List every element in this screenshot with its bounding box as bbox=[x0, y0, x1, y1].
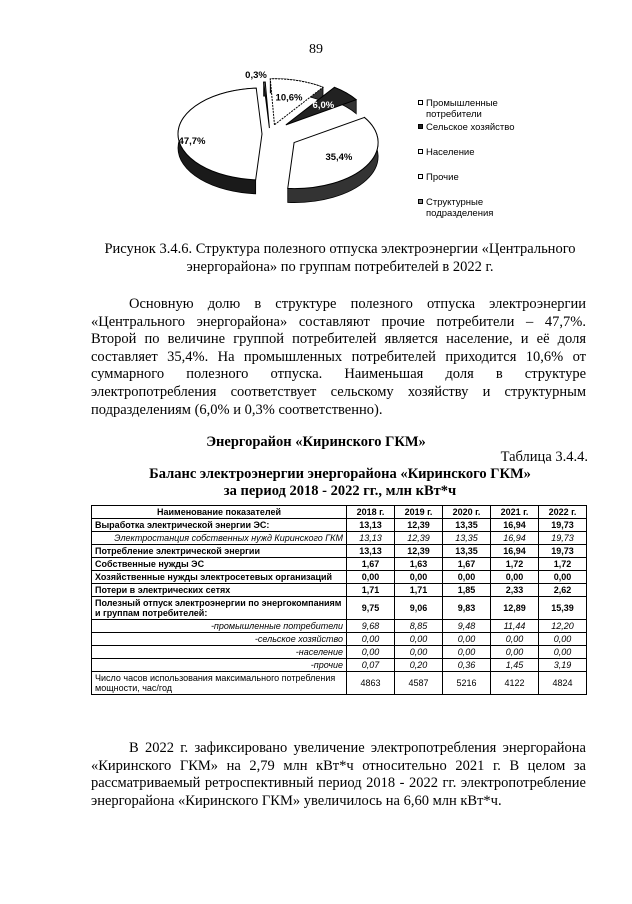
table-number: Таблица 3.4.4. bbox=[500, 449, 588, 465]
legend-swatch-agriculture bbox=[418, 124, 423, 129]
row-label: Электростанция собственных нужд Киринского ГКМ bbox=[92, 532, 347, 545]
cell-2021: 1,45 bbox=[491, 659, 539, 672]
legend-label-structural: Структурные подразделения bbox=[426, 197, 494, 219]
legend-swatch-other bbox=[418, 174, 423, 179]
cell-2018: 13,13 bbox=[347, 545, 395, 558]
cell-2022: 3,19 bbox=[539, 659, 587, 672]
legend-item-population bbox=[418, 147, 528, 158]
row-label: Полезный отпуск электроэнергии по энергокомпаниям и группам потребителей: bbox=[92, 597, 347, 620]
cell-2020: 13,35 bbox=[443, 532, 491, 545]
cell-2022: 0,00 bbox=[539, 633, 587, 646]
header-2019: 2019 г. bbox=[395, 506, 443, 519]
cell-2020: 5216 bbox=[443, 672, 491, 695]
balance-table bbox=[91, 505, 587, 695]
header-name: Наименование показателей bbox=[92, 506, 347, 519]
row-label: Выработка электрической энергии ЭС: bbox=[92, 519, 347, 532]
cell-2022: 19,73 bbox=[539, 519, 587, 532]
cell-2022: 1,72 bbox=[539, 558, 587, 571]
pie-label-structural: 0,3% bbox=[245, 70, 267, 81]
legend-label-industry: Промышленные потребители bbox=[426, 98, 498, 120]
cell-2020: 9,83 bbox=[443, 597, 491, 620]
cell-2020: 1,67 bbox=[443, 558, 491, 571]
table-row bbox=[92, 571, 587, 584]
legend-label-agriculture: Сельское хозяйство bbox=[426, 122, 515, 133]
row-label: -прочие bbox=[92, 659, 347, 672]
legend-swatch-industry bbox=[418, 100, 423, 105]
header-2021: 2021 г. bbox=[491, 506, 539, 519]
cell-2021: 11,44 bbox=[491, 620, 539, 633]
page-number: 89 bbox=[309, 42, 323, 57]
cell-2019: 0,00 bbox=[395, 633, 443, 646]
pie-label-population: 35,4% bbox=[325, 152, 353, 164]
cell-2022: 2,62 bbox=[539, 584, 587, 597]
table-row bbox=[92, 584, 587, 597]
row-label: -промышленные потребители bbox=[92, 620, 347, 633]
table-header-row bbox=[92, 506, 587, 519]
cell-2018: 0,07 bbox=[347, 659, 395, 672]
cell-2019: 0,00 bbox=[395, 646, 443, 659]
row-label: Собственные нужды ЭС bbox=[92, 558, 347, 571]
cell-2019: 12,39 bbox=[395, 545, 443, 558]
cell-2018: 1,67 bbox=[347, 558, 395, 571]
table-title-line1: Баланс электроэнергии энергорайона «Киринского ГКМ» bbox=[149, 466, 531, 482]
legend-item-agriculture bbox=[418, 122, 528, 133]
cell-2021: 16,94 bbox=[491, 532, 539, 545]
cell-2021: 2,33 bbox=[491, 584, 539, 597]
cell-2018: 9,75 bbox=[347, 597, 395, 620]
paragraph-structure: Основную долю в структуре полезного отпуска электроэнергии «Центрального энергорайона» составляют прочие потребители – 47,7%. Второй по величине группой потребителей является население, и её доля составляет 35,4%. На промышленных потребителей приходится 10,6% от суммарного полезного отпуска. Наименьшая доля в структуре электропотребления соответствует сельскому хозяйству и структурным подразделениям (6,0% и 0,3% соответственно). bbox=[91, 296, 586, 418]
cell-2019: 0,20 bbox=[395, 659, 443, 672]
cell-2019: 1,63 bbox=[395, 558, 443, 571]
pie-label-industry: 10,6% bbox=[275, 92, 303, 104]
table-row bbox=[92, 519, 587, 532]
cell-2021: 0,00 bbox=[491, 633, 539, 646]
legend-swatch-structural bbox=[418, 199, 423, 204]
cell-2021: 0,00 bbox=[491, 646, 539, 659]
cell-2022: 4824 bbox=[539, 672, 587, 695]
cell-2021: 16,94 bbox=[491, 519, 539, 532]
cell-2018: 0,00 bbox=[347, 571, 395, 584]
cell-2019: 12,39 bbox=[395, 519, 443, 532]
cell-2021: 12,89 bbox=[491, 597, 539, 620]
row-label: -население bbox=[92, 646, 347, 659]
cell-2018: 4863 bbox=[347, 672, 395, 695]
table-row bbox=[92, 532, 587, 545]
table-row bbox=[92, 659, 587, 672]
cell-2020: 13,35 bbox=[443, 519, 491, 532]
cell-2019: 8,85 bbox=[395, 620, 443, 633]
section-heading: Энергорайон «Киринского ГКМ» bbox=[206, 434, 426, 450]
cell-2020: 0,36 bbox=[443, 659, 491, 672]
table-title bbox=[70, 466, 610, 500]
cell-2021: 0,00 bbox=[491, 571, 539, 584]
cell-2018: 9,68 bbox=[347, 620, 395, 633]
pie-slice-structural bbox=[264, 82, 270, 128]
paragraph-kirinsky: В 2022 г. зафиксировано увеличение электропотребления энергорайона «Киринского ГКМ» на 2,79 млн кВт*ч относительно 2021 г. В целом за рассматриваемый ретроспективный период 2018 - 2022 гг. электропотребление энергорайона «Киринского ГКМ» увеличилось на 6,60 млн кВт*ч. bbox=[91, 740, 586, 809]
cell-2019: 0,00 bbox=[395, 571, 443, 584]
header-2018: 2018 г. bbox=[347, 506, 395, 519]
cell-2019: 4587 bbox=[395, 672, 443, 695]
table-row bbox=[92, 620, 587, 633]
legend-item-structural bbox=[418, 197, 528, 219]
cell-2021: 16,94 bbox=[491, 545, 539, 558]
cell-2018: 13,13 bbox=[347, 532, 395, 545]
table-row bbox=[92, 672, 587, 695]
cell-2019: 9,06 bbox=[395, 597, 443, 620]
cell-2020: 0,00 bbox=[443, 646, 491, 659]
legend-swatch-population bbox=[418, 149, 423, 154]
cell-2022: 19,73 bbox=[539, 532, 587, 545]
cell-2022: 19,73 bbox=[539, 545, 587, 558]
pie-chart bbox=[150, 70, 420, 232]
cell-2020: 0,00 bbox=[443, 633, 491, 646]
legend-item-other bbox=[418, 172, 528, 183]
cell-2018: 0,00 bbox=[347, 633, 395, 646]
header-2020: 2020 г. bbox=[443, 506, 491, 519]
table-row bbox=[92, 597, 587, 620]
pie-label-agriculture: 6,0% bbox=[312, 100, 335, 112]
cell-2020: 1,85 bbox=[443, 584, 491, 597]
table-row bbox=[92, 545, 587, 558]
row-label: Потребление электрической энергии bbox=[92, 545, 347, 558]
chart-legend bbox=[418, 98, 528, 233]
cell-2018: 1,71 bbox=[347, 584, 395, 597]
row-label: Потери в электрических сетях bbox=[92, 584, 347, 597]
legend-item-industry bbox=[418, 98, 528, 120]
row-label: Число часов использования максимального потребления мощности, час/год bbox=[92, 672, 347, 695]
cell-2019: 12,39 bbox=[395, 532, 443, 545]
legend-label-population: Население bbox=[426, 147, 475, 158]
table-row bbox=[92, 633, 587, 646]
cell-2018: 13,13 bbox=[347, 519, 395, 532]
table-row bbox=[92, 646, 587, 659]
figure-caption: Рисунок 3.4.6. Структура полезного отпуска электроэнергии «Центрального энергорайона» по группам потребителей в 2022 г. bbox=[104, 241, 576, 275]
cell-2022: 15,39 bbox=[539, 597, 587, 620]
cell-2020: 9,48 bbox=[443, 620, 491, 633]
cell-2018: 0,00 bbox=[347, 646, 395, 659]
pie-label-other: 47,7% bbox=[178, 136, 206, 147]
cell-2021: 4122 bbox=[491, 672, 539, 695]
cell-2020: 13,35 bbox=[443, 545, 491, 558]
header-2022: 2022 г. bbox=[539, 506, 587, 519]
cell-2019: 1,71 bbox=[395, 584, 443, 597]
cell-2020: 0,00 bbox=[443, 571, 491, 584]
legend-label-other: Прочие bbox=[426, 172, 459, 183]
cell-2021: 1,72 bbox=[491, 558, 539, 571]
table-row bbox=[92, 558, 587, 571]
row-label: Хозяйственные нужды электросетевых организаций bbox=[92, 571, 347, 584]
cell-2022: 12,20 bbox=[539, 620, 587, 633]
cell-2022: 0,00 bbox=[539, 571, 587, 584]
row-label: -сельское хозяйство bbox=[92, 633, 347, 646]
table-title-line2: за период 2018 - 2022 гг., млн кВт*ч bbox=[223, 483, 457, 499]
cell-2022: 0,00 bbox=[539, 646, 587, 659]
